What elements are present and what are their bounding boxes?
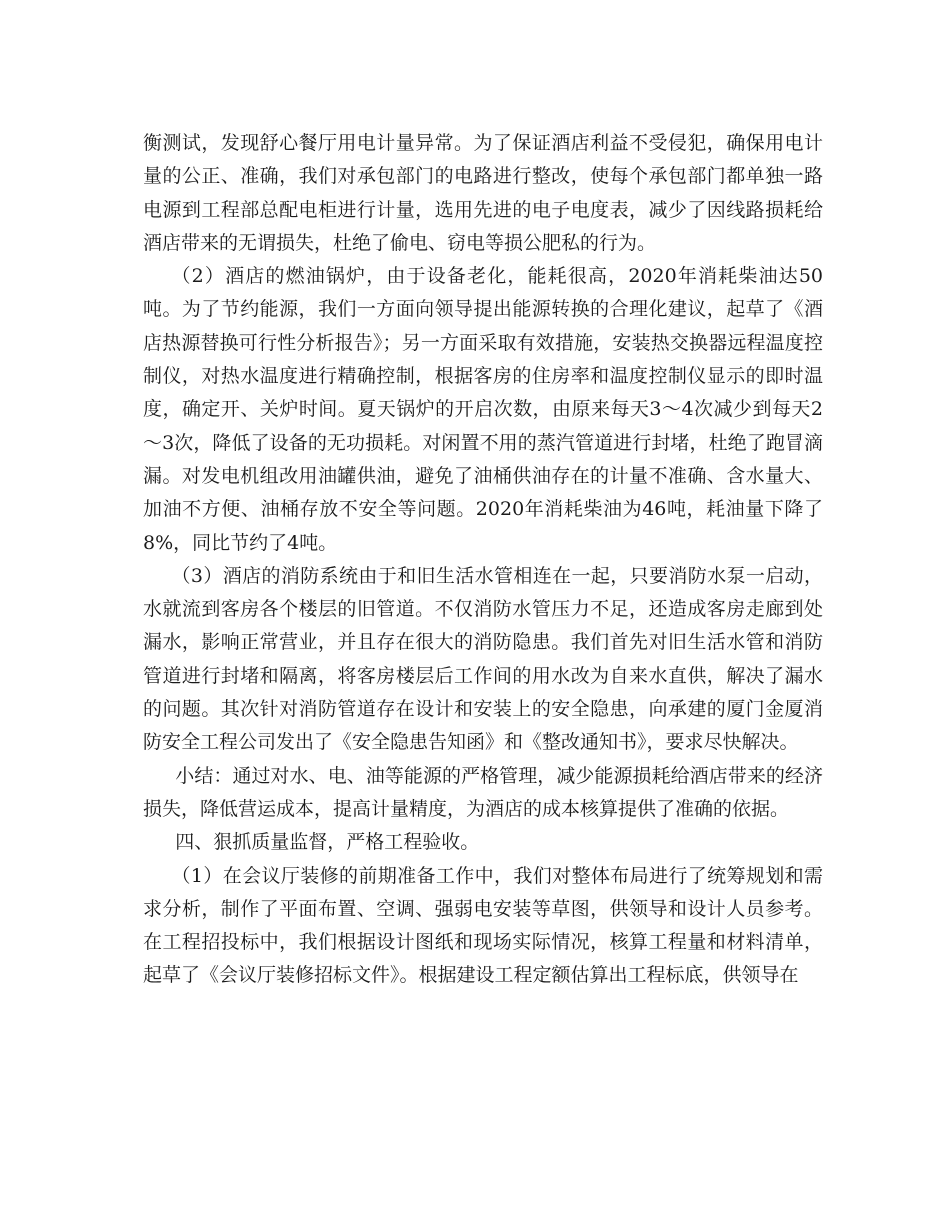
paragraph-electricity-metering: 衡测试，发现舒心餐厅用电计量异常。为了保证酒店利益不受侵犯，确保用电计量的公正、准确，我们对承包部门的电路进行整改，使每个承包部门都单独一路电源到工程部总配电柜进行计量，选用先进的电子电度表，减少了因线路损耗给酒店带来的无谓损失，杜绝了偷电、窃电等损公肥私的行为。 <box>143 132 823 254</box>
paragraph-boiler-energy: （2）酒店的燃油锅炉，由于设备老化，能耗很高，2020年消耗柴油达50吨。为了节约能源，我们一方面向领导提出能源转换的合理化建议，起草了《酒店热源替换可行性分析报告》；另一方面采取有效措施，安装热交换器远程温度控制仪，对热水温度进行精确控制，根据客房的住房率和温度控制仪显示的即时温度，确定开、关炉时间。夏天锅炉的开启次数，由原来每天3～4次减少到每天2～3次，降低了设备的无功损耗。对闲置不用的蒸汽管道进行封堵，杜绝了跑冒滴漏。对发电机组改用油罐供油，避免了油桶供油存在的计量不准确、含水量大、加油不方便、油桶存放不安全等问题。2020年消耗柴油为46吨，耗油量下降了8%，同比节约了4吨。 <box>143 265 823 554</box>
paragraph-conference-hall: （1）在会议厅装修的前期准备工作中，我们对整体布局进行了统筹规划和需求分析，制作了平面布置、空调、强弱电安装等草图，供领导和设计人员参考。在工程招投标中，我们根据设计图纸和现场实际情况，核算工程量和材料清单，起草了《会议厅装修招标文件》。根据建设工程定额估算出工程标底，供领导在 <box>143 864 823 987</box>
paragraph-summary: 小结：通过对水、电、油等能源的严格管理，减少能源损耗给酒店带来的经济损失，降低营运成本，提高计量精度，为酒店的成本核算提供了准确的依据。 <box>143 764 823 820</box>
document-body <box>143 127 823 993</box>
section-heading-quality: 四、狠抓质量监督，严格工程验收。 <box>175 831 480 854</box>
paragraph-fire-system: （3）酒店的消防系统由于和旧生活水管相连在一起，只要消防水泵一启动，水就流到客房各个楼层的旧管道。不仅消防水管压力不足，还造成客房走廊到处漏水，影响正常营业，并且存在很大的消防隐患。我们首先对旧生活水管和消防管道进行封堵和隔离，将客房楼层后工作间的用水改为自来水直供，解决了漏水的问题。其次针对消防管道存在设计和安装上的安全隐患，向承建的厦门金厦消防安全工程公司发出了《安全隐患告知函》和《整改通知书》，要求尽快解决。 <box>143 564 823 754</box>
